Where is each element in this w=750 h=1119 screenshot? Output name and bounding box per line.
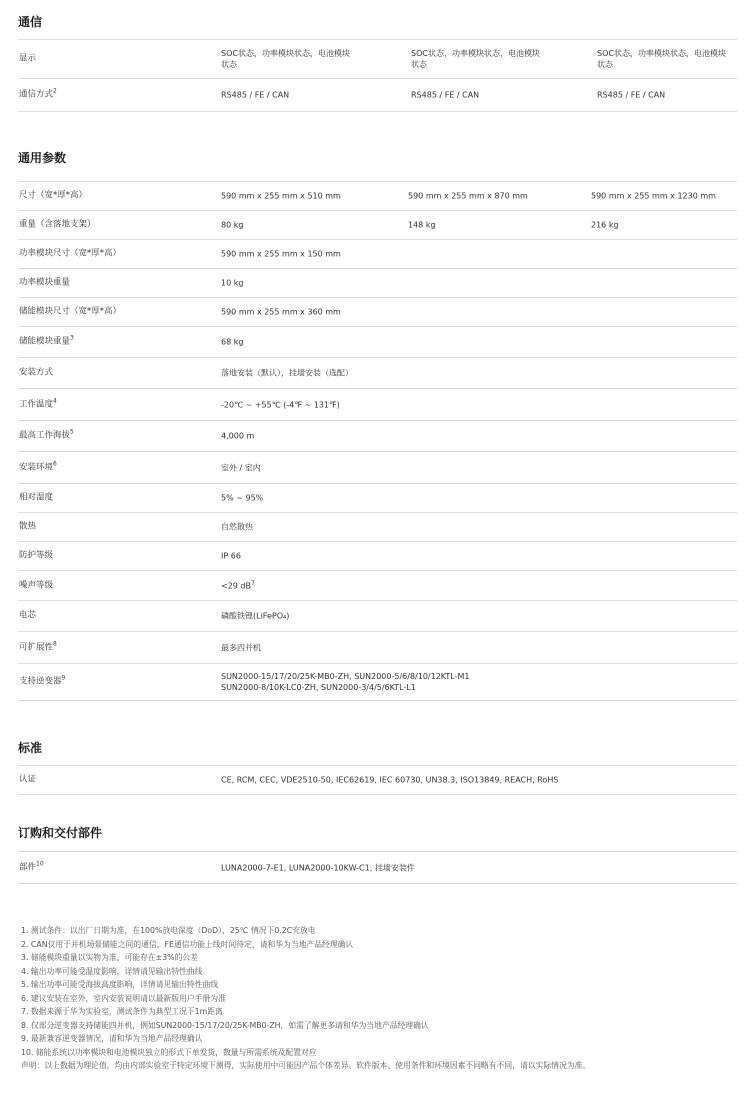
row-label: 最高工作海拔$^5$ xyxy=(19,428,74,441)
cell-model-2: 148 kg xyxy=(408,220,436,230)
cell-model-1: SUN2000-15/17/20/25K-MB0-ZH, SUN2000-5/6/8/10/12KTL-M1 SUN2000-8/10K-LC0-ZH, SUN2000-3/4/5/6KTL-L1 xyxy=(221,672,470,692)
standard-table xyxy=(18,765,737,795)
row-label: 储能模块重量$^3$ xyxy=(19,334,74,347)
table-row xyxy=(18,851,737,884)
table-row xyxy=(18,39,737,79)
table-row xyxy=(18,632,737,664)
row-label: 散热 xyxy=(19,521,37,532)
cell-model-3: 216 kg xyxy=(591,220,619,230)
table-row xyxy=(18,664,737,701)
footnote-line: 6. 建议安装在室外，室内安装说明请以最新版用户手册为准 xyxy=(21,993,226,1003)
cell-model-1: SOC状态，功率模块状态，电池模块状态 xyxy=(221,49,350,69)
cell-model-1: 590 mm x 255 mm x 360 mm xyxy=(221,307,341,317)
footnote-line: 10. 储能系统以功率模块和电池模块独立的形式下单发货，数量与所需系统及配置对应 xyxy=(21,1047,317,1057)
cell-model-1: 最多四并机 xyxy=(221,643,261,652)
section-title-ordering: 订购和交付部件 xyxy=(18,826,103,840)
cell-model-1: IP 66 xyxy=(221,551,241,561)
table-row xyxy=(18,358,737,389)
cell-model-1: 磷酸铁锂(LiFePO₄) xyxy=(221,611,290,621)
cell-model-1: 室外 / 室内 xyxy=(221,463,261,472)
cell-model-2: SOC状态，功率模块状态，电池模块状态 xyxy=(411,49,540,69)
row-label: 功率模块重量 xyxy=(19,277,71,288)
cell-model-1: 5% ~ 95% xyxy=(221,493,264,503)
table-row xyxy=(18,79,737,112)
row-label: 支持逆变器$^9$ xyxy=(19,674,66,687)
ordering-table xyxy=(18,851,737,884)
cell-model-1: 590 mm x 255 mm x 150 mm xyxy=(221,249,341,259)
table-row xyxy=(18,601,737,632)
footnote-line: 4. 输出功率可能受温度影响，详情请见输出特性曲线 xyxy=(21,966,203,976)
row-label: 工作温度$^4$ xyxy=(19,397,57,409)
cell-model-1: 68 kg xyxy=(221,337,244,347)
footnote-line: 2. CAN仅用于并机场景储能之间的通信，FE通信功能上线时间待定，请和华为当地产品经理确认 xyxy=(21,939,354,949)
table-row xyxy=(18,211,737,240)
table-row xyxy=(18,765,737,795)
cell-model-1: -20℃ ~ +55℃ (-4℉ ~ 131℉) xyxy=(221,400,340,409)
cell-model-3: RS485 / FE / CAN xyxy=(597,90,666,100)
row-label: 可扩展性$^8$ xyxy=(19,640,57,652)
row-label: 相对湿度 xyxy=(19,492,54,503)
footnote-line: 9. 最新兼容逆变器情况，请和华为当地产品经理确认 xyxy=(21,1034,203,1043)
table-row xyxy=(18,240,737,269)
row-label: 尺寸（宽*厚*高） xyxy=(19,190,88,201)
table-row xyxy=(18,542,737,571)
table-row xyxy=(18,389,737,421)
row-label: 电芯 xyxy=(19,610,37,621)
cell-model-1: RS485 / FE / CAN xyxy=(221,90,290,100)
row-label: 部件$^{10}$ xyxy=(19,860,44,872)
row-label: 防护等级 xyxy=(19,550,54,561)
cell-model-3: 590 mm x 255 mm x 1230 mm xyxy=(591,191,716,201)
cell-value: LUNA2000-7-E1, LUNA2000-10KW-C1, 挂墙安装件 xyxy=(221,863,415,872)
row-label: 认证 xyxy=(19,774,37,785)
row-label: 功率模块尺寸（宽*厚*高） xyxy=(19,248,122,259)
row-label: 通信方式$^2$ xyxy=(19,87,57,100)
row-label: 重量（含落地支架） xyxy=(19,219,96,230)
section-title-standard: 标准 xyxy=(18,741,43,755)
general-parameters-table xyxy=(18,181,737,701)
footnotes xyxy=(21,924,736,1073)
cell-model-2: RS485 / FE / CAN xyxy=(411,90,480,100)
cell-model-1: 590 mm x 255 mm x 510 mm xyxy=(221,191,341,201)
communication-table xyxy=(18,39,737,112)
cell-model-3: SOC状态，功率模块状态，电池模块状态 xyxy=(597,49,726,69)
table-row xyxy=(18,421,737,452)
row-label: 安装环境$^6$ xyxy=(19,460,57,472)
footnote-line: 3. 储能模块重量以实物为准，可能存在±3%的公差 xyxy=(21,953,198,962)
table-row xyxy=(18,327,737,358)
footnote-line: 8. 仅部分逆变器支持储能四并机，例如SUN2000-15/17/20/25K-MB0-ZH，如需了解更多请和华为当地产品经理确认 xyxy=(21,1020,429,1030)
cell-model-1: 落地安装（默认），挂墙安装（选配） xyxy=(221,368,353,378)
section-title-communication: 通信 xyxy=(18,15,43,29)
row-label: 储能模块尺寸（宽*厚*高） xyxy=(19,306,122,317)
cell-model-2: 590 mm x 255 mm x 870 mm xyxy=(408,191,528,201)
footnote-line: 1. 测试条件：以出厂日期为准，在100%放电深度（DoD），25℃ 情况下0.2C充放电 xyxy=(21,926,316,935)
cell-model-1: <29 $dB^7$ xyxy=(221,579,255,590)
table-row xyxy=(18,452,737,484)
footnote-line: 5. 输出功率可能受海拔高度影响，详情请见输出特性曲线 xyxy=(21,980,219,989)
row-label: 噪声等级 xyxy=(19,580,54,590)
table-row xyxy=(18,181,737,211)
cell-model-1: 4,000 m xyxy=(221,431,255,441)
footnote-line: 声明：以上数据为理论值，均由内部实验室于特定环境下测得，实际使用中可能因产品个体差异、软件版本、使用条件和环境因素不同略有不同，请以实际情况为准。 xyxy=(21,1061,591,1070)
row-label: 显示 xyxy=(19,53,37,64)
row-label: 安装方式 xyxy=(19,367,54,378)
table-row xyxy=(18,571,737,601)
cell-model-1: 自然散热 xyxy=(221,522,253,532)
cell-value: CE, RCM, CEC, VDE2510-50, IEC62619, IEC 60730, UN38.3, ISO13849, REACH, RoHS xyxy=(221,775,559,785)
cell-model-1: 80 kg xyxy=(221,220,244,230)
section-title-general: 通用参数 xyxy=(18,151,67,165)
footnote-line: 7. 数据来源于华为实验室，测试条件为典型工况下1m距离 xyxy=(21,1007,223,1016)
table-row xyxy=(18,513,737,542)
table-row xyxy=(18,269,737,298)
cell-model-1: 10 kg xyxy=(221,278,244,288)
table-row xyxy=(18,484,737,513)
table-row xyxy=(18,298,737,327)
